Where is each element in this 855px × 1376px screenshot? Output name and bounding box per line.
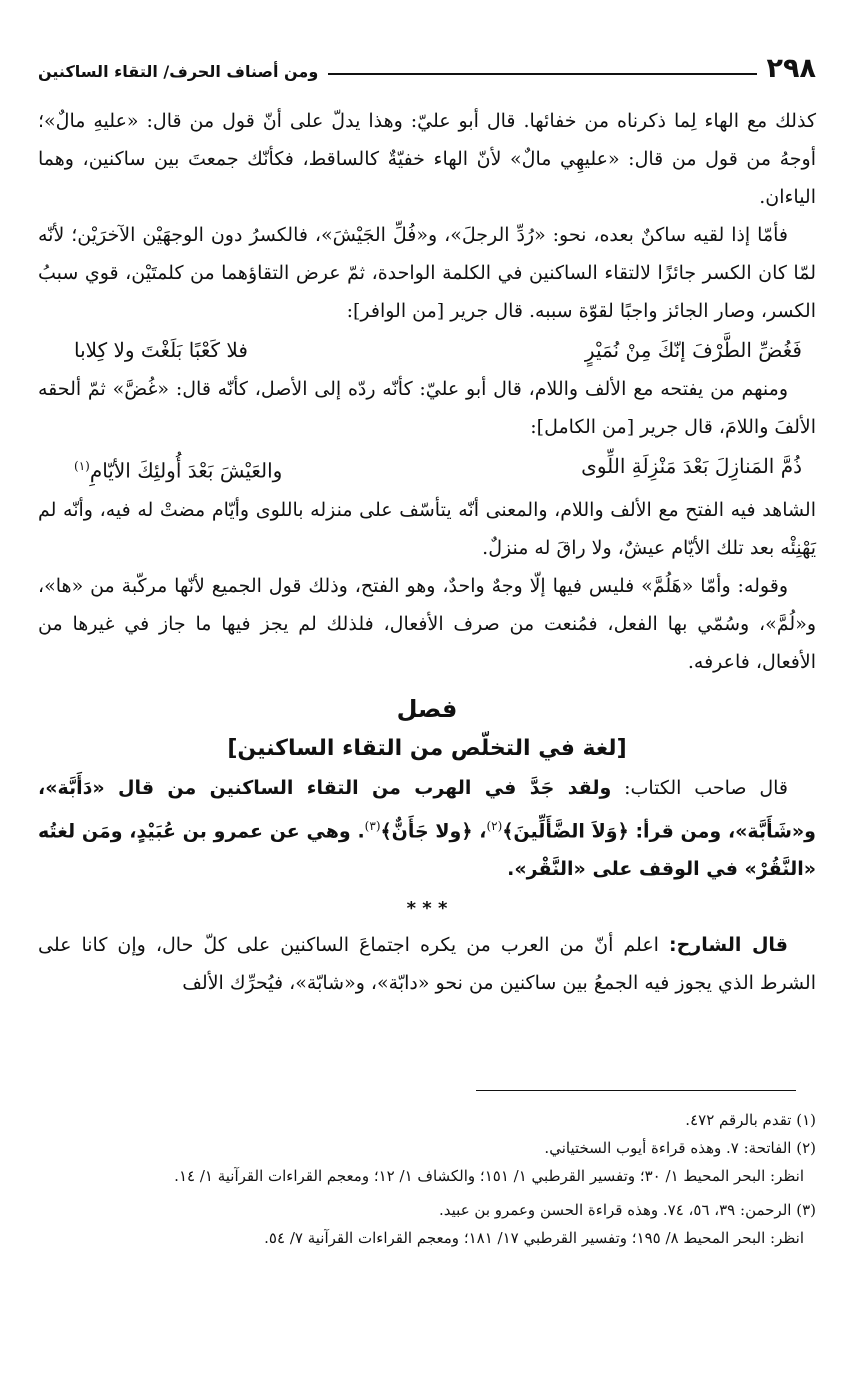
- footnotes: [38, 1106, 816, 1252]
- paragraph-1: كذلك مع الهاء لِما ذكرناه من خفائها. قال أبو عليّ: وهذا يدلّ على أنّ قول من قال: «عليهِ مالٌ»؛ أوجهُ من قول من قال: «عليهِي مالٌ» لأنّ الهاء خفيّةٌ كالساقط، فكأنّك جمعتَ بين ساكنين، وهما الياءان.: [38, 110, 816, 208]
- section-subtitle: [لغة في التخلّص من التقاء الساكنين]: [227, 735, 627, 761]
- sharh-label: قال الشارح:: [669, 933, 789, 956]
- book-page: [38, 44, 816, 1002]
- paragraph-5: وقوله: وأمّا «هَلُمَّ» فليس فيها إلّا وجهٌ واحدٌ، وهو الفتح، وذلك قول الجميع لأنّها مركّبة من «ها»، و«لُمَّ»، وسُمّي بها الفعل، فمُنعت من صرف الأفعال، فلذلك لم يجز فيها ما جاز في غيرها من الأفعال، فاعرفه.: [38, 574, 816, 673]
- matn-lead: قال صاحب الكتاب:: [624, 776, 789, 799]
- page-number: ٢٩٨: [766, 53, 816, 84]
- running-title: ومن أصناف الحرف/ التقاء الساكنين: [38, 62, 319, 81]
- section-title: فصل: [396, 694, 458, 723]
- footnote-2: (٢) الفاتحة: ٧. وهذه قراءة أيوب السختياني.: [544, 1139, 816, 1157]
- matn-text-b: ، ﴿ولا جَأَنٌّ﴾: [380, 819, 487, 842]
- section-separator: * * *: [406, 897, 448, 919]
- footnote-2-references: انظر: البحر المحيط ١/ ٣٠؛ وتفسير القرطبي ١/ ١٥١؛ والكشاف ١/ ١٢؛ ومعجم القراءات القرآنية ١/ ١٤.: [174, 1167, 804, 1185]
- paragraph-4: الشاهد فيه الفتح مع الألف واللام، والمعنى أنّه يتأسّف على منزله باللوى وأيّام مضتْ له فيه، وأنّه لم يَهْنِئْه بعد تلك الأيّام عيشٌ، ولا راقَ له منزلٌ.: [38, 498, 816, 559]
- footnote-mark-3[interactable]: (٣): [364, 818, 381, 833]
- paragraph-2: فأمّا إذا لقيه ساكنٌ بعده، نحو: «رُدِّ الرجلَ»، و«فُلِّ الجَيْشَ»، فالكسرُ دون الوجهَيْن الآخرَيْن؛ لأنّه لمّا كان الكسر جائزًا لالتقاء الساكنين في الكلمة الواحدة، ثمّ عرض التقاؤهما من كلمتَيْن، قوي سببُ الكسر، وصار الجائز واجبًا لقوّة سببه. قال جرير [من الوافر]:: [38, 224, 816, 322]
- matn-text-a: ولقد جَدَّ في الهرب من التقاء الساكنين من قال «دَأَبَّة»، و«شَأَبَّة»، ومن قرأ: ﴿وَلاَ الضَّأَلِّينَ﴾: [38, 776, 816, 842]
- footnote-3-references: انظر: البحر المحيط ٨/ ١٩٥؛ وتفسير القرطبي ١٧/ ١٨١؛ ومعجم القراءات القرآنية ٧/ ٥٤.: [264, 1229, 804, 1247]
- matn-paragraph: [38, 769, 816, 888]
- verse-2-first-hemistich: ذُمَّ المَنازِلَ بَعْدَ مَنْزِلَةِ اللِّوى: [581, 454, 802, 478]
- verse-1-first-hemistich: فَغُضِّ الطَّرْفَ إنّكَ مِنْ نُمَيْرٍ: [584, 338, 802, 362]
- verse-1: [38, 330, 816, 370]
- sharh-paragraph: [38, 926, 816, 1002]
- paragraph-3: ومنهم من يفتحه مع الألف واللام، قال أبو عليّ: كأنّه ردّه إلى الأصل، كأنّه قال: «غُضَّ» ثمّ ألحقه الألفَ واللامَ، قال جرير [من الكامل]:: [38, 378, 816, 438]
- verse-2-second-hemistich: والعَيْشَ بَعْدَ أُولئِكَ الأيّامِ: [89, 458, 283, 483]
- running-header: [38, 44, 816, 84]
- sharh-text: اعلم أنّ من العرب من يكره اجتماعَ الساكنين على كلّ حال، وإن كانا على الشرط الذي يجوز فيه الجمعُ بين ساكنين من نحو «دابّة»، و«شابّة»، فيُحرِّك الألف: [38, 933, 816, 994]
- footnote-mark-2[interactable]: (٢): [486, 818, 503, 833]
- footnote-1: (١) تقدم بالرقم ٤٧٢.: [685, 1111, 816, 1129]
- footnote-3: (٣) الرحمن: ٣٩، ٥٦، ٧٤. وهذه قراءة الحسن وعمرو بن عبيد.: [439, 1201, 816, 1219]
- verse-2: [38, 446, 816, 491]
- verse-1-second-hemistich: فلا كَعْبًا بَلَغْتَ ولا كِلابا: [74, 338, 248, 362]
- footnote-divider: [476, 1090, 796, 1091]
- verse-2-second-hemistich-wrap: [74, 446, 282, 491]
- main-text: [38, 102, 816, 681]
- footnote-mark-1[interactable]: (١): [74, 459, 90, 473]
- matn-text-c: . وهي عن عمرو بن عُبَيْدٍ، ومَن لغتُه «النَّقُرْ» في الوقف على «النَّقْر».: [38, 819, 816, 880]
- header-rule: [328, 73, 756, 75]
